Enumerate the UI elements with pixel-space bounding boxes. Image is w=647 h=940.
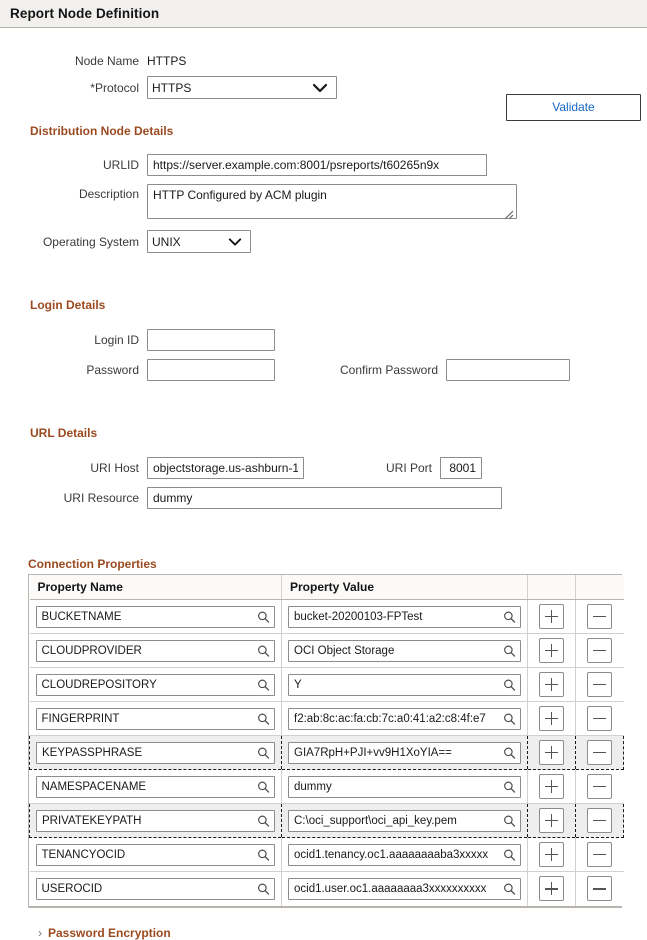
minus-icon bbox=[593, 718, 606, 720]
table-row[interactable] bbox=[30, 600, 624, 634]
magnifier-icon[interactable] bbox=[503, 644, 516, 657]
property-value-prompt bbox=[288, 674, 521, 696]
table-row[interactable] bbox=[30, 804, 624, 838]
cell-property-value bbox=[282, 872, 528, 906]
property-value-input[interactable] bbox=[288, 810, 521, 832]
property-value-prompt bbox=[288, 606, 521, 628]
minus-icon bbox=[593, 820, 606, 822]
add-row-button[interactable] bbox=[539, 604, 564, 629]
add-row-button[interactable] bbox=[539, 638, 564, 663]
remove-row-button[interactable] bbox=[587, 672, 612, 697]
cell-property-name bbox=[30, 770, 282, 804]
connection-properties-heading: Connection Properties bbox=[28, 557, 157, 571]
cell-add bbox=[528, 804, 576, 838]
password-encryption-section-toggle[interactable] bbox=[38, 926, 647, 940]
urlid-row bbox=[0, 154, 647, 176]
remove-row-button[interactable] bbox=[587, 638, 612, 663]
property-value-input[interactable] bbox=[288, 640, 521, 662]
login-id-row bbox=[0, 329, 647, 351]
description-textarea-wrap bbox=[147, 184, 517, 222]
magnifier-icon[interactable] bbox=[257, 610, 270, 623]
property-name-input[interactable] bbox=[36, 878, 276, 900]
property-value-prompt bbox=[288, 708, 521, 730]
cell-remove bbox=[576, 668, 624, 702]
cell-property-name bbox=[30, 736, 282, 770]
remove-row-button[interactable] bbox=[587, 774, 612, 799]
table-row[interactable] bbox=[30, 702, 624, 736]
property-name-prompt bbox=[36, 844, 276, 866]
minus-icon bbox=[593, 854, 606, 856]
magnifier-icon[interactable] bbox=[503, 678, 516, 691]
minus-icon bbox=[593, 616, 606, 618]
table-row[interactable] bbox=[30, 872, 624, 906]
property-name-prompt bbox=[36, 742, 275, 764]
table-row[interactable] bbox=[30, 668, 624, 702]
cell-remove bbox=[576, 770, 624, 804]
property-name-prompt bbox=[36, 606, 276, 628]
cell-property-value bbox=[282, 736, 528, 770]
description-textarea[interactable] bbox=[147, 184, 517, 219]
magnifier-icon[interactable] bbox=[257, 882, 270, 895]
cell-remove bbox=[576, 838, 624, 872]
cell-add bbox=[528, 600, 576, 634]
cell-add bbox=[528, 702, 576, 736]
property-name-input[interactable] bbox=[36, 708, 276, 730]
uri-host-label: URI Host bbox=[90, 461, 139, 475]
magnifier-icon[interactable] bbox=[257, 712, 270, 725]
minus-icon bbox=[593, 888, 606, 890]
property-name-prompt bbox=[36, 776, 276, 798]
column-header-remove bbox=[576, 575, 624, 600]
login-section-heading: Login Details bbox=[30, 298, 106, 312]
magnifier-icon[interactable] bbox=[503, 848, 516, 861]
table-row[interactable] bbox=[30, 634, 624, 668]
cell-property-name bbox=[30, 702, 282, 736]
property-name-prompt bbox=[36, 878, 276, 900]
property-name-input[interactable] bbox=[36, 844, 276, 866]
page-title: Report Node Definition bbox=[10, 6, 160, 21]
property-name-input[interactable] bbox=[36, 674, 276, 696]
cell-add bbox=[528, 668, 576, 702]
distribution-section-heading: Distribution Node Details bbox=[30, 124, 174, 138]
magnifier-icon[interactable] bbox=[257, 848, 270, 861]
column-header-add bbox=[528, 575, 576, 600]
uri-port-input[interactable] bbox=[440, 457, 482, 479]
property-value-prompt bbox=[288, 742, 521, 764]
protocol-select-wrap bbox=[147, 76, 337, 99]
cell-property-name bbox=[30, 600, 282, 634]
property-value-input[interactable] bbox=[288, 742, 521, 764]
password-encryption-label: Password Encryption bbox=[48, 925, 171, 940]
magnifier-icon[interactable] bbox=[257, 644, 270, 657]
minus-icon bbox=[593, 684, 606, 686]
cell-property-value bbox=[282, 838, 528, 872]
cell-remove bbox=[576, 736, 624, 770]
urlid-input[interactable] bbox=[147, 154, 487, 176]
magnifier-icon[interactable] bbox=[503, 712, 516, 725]
grid-bottom-divider bbox=[28, 907, 622, 908]
property-name-input[interactable] bbox=[36, 606, 276, 628]
urlid-label: URLID bbox=[102, 158, 139, 172]
uri-host-row bbox=[0, 457, 647, 479]
cell-property-name bbox=[30, 634, 282, 668]
minus-icon bbox=[593, 650, 606, 652]
cell-property-name bbox=[30, 804, 282, 838]
node-name-label: Node Name bbox=[74, 54, 139, 68]
property-value-input[interactable] bbox=[288, 878, 521, 900]
chevron-right-icon: › bbox=[38, 925, 42, 940]
add-row-button[interactable] bbox=[539, 672, 564, 697]
confirm-password-input[interactable] bbox=[446, 359, 570, 381]
node-name-value: HTTPS bbox=[147, 54, 187, 68]
uri-resource-input[interactable] bbox=[147, 487, 502, 509]
cell-property-value bbox=[282, 634, 528, 668]
property-name-input[interactable] bbox=[36, 810, 275, 832]
property-name-prompt bbox=[36, 674, 276, 696]
property-value-input[interactable] bbox=[288, 674, 521, 696]
protocol-select[interactable] bbox=[147, 76, 337, 99]
magnifier-icon[interactable] bbox=[257, 814, 270, 827]
add-row-button[interactable] bbox=[539, 740, 564, 765]
password-label: Password bbox=[86, 363, 139, 377]
cell-property-value bbox=[282, 770, 528, 804]
column-header-property-value: Property Value bbox=[282, 575, 528, 600]
cell-property-name bbox=[30, 668, 282, 702]
login-id-label: Login ID bbox=[94, 333, 139, 347]
property-name-input[interactable] bbox=[36, 776, 276, 798]
cell-add bbox=[528, 872, 576, 906]
cell-remove bbox=[576, 600, 624, 634]
uri-resource-label: URI Resource bbox=[63, 491, 139, 505]
form-area bbox=[0, 28, 647, 940]
magnifier-icon[interactable] bbox=[503, 814, 516, 827]
description-label: Description bbox=[78, 187, 139, 201]
property-value-prompt bbox=[288, 878, 521, 900]
property-name-prompt bbox=[36, 708, 276, 730]
uri-resource-row bbox=[0, 487, 647, 509]
property-value-input[interactable] bbox=[288, 776, 521, 798]
uri-host-input[interactable] bbox=[147, 457, 304, 479]
magnifier-icon[interactable] bbox=[503, 610, 516, 623]
property-value-prompt bbox=[288, 640, 521, 662]
add-row-button[interactable] bbox=[539, 842, 564, 867]
remove-row-button[interactable] bbox=[587, 808, 612, 833]
add-row-button[interactable] bbox=[539, 808, 564, 833]
cell-add bbox=[528, 770, 576, 804]
remove-row-button[interactable] bbox=[587, 604, 612, 629]
add-row-button[interactable] bbox=[539, 876, 564, 901]
node-name-row bbox=[0, 54, 647, 68]
property-value-prompt bbox=[288, 776, 521, 798]
page-header bbox=[0, 0, 647, 28]
cell-remove bbox=[576, 702, 624, 736]
table-row[interactable] bbox=[30, 770, 624, 804]
cell-property-name bbox=[30, 872, 282, 906]
magnifier-icon[interactable] bbox=[257, 746, 270, 759]
cell-property-value bbox=[282, 600, 528, 634]
description-row bbox=[0, 184, 647, 222]
remove-row-button[interactable] bbox=[587, 740, 612, 765]
cell-property-value bbox=[282, 668, 528, 702]
protocol-label: *Protocol bbox=[90, 80, 139, 95]
password-row bbox=[0, 359, 647, 381]
uri-port-label: URI Port bbox=[386, 461, 433, 475]
url-details-section-heading: URL Details bbox=[30, 426, 98, 440]
property-name-prompt bbox=[36, 640, 276, 662]
cell-add bbox=[528, 838, 576, 872]
grid-header-row bbox=[30, 575, 624, 600]
property-name-prompt bbox=[36, 810, 275, 832]
add-row-button[interactable] bbox=[539, 706, 564, 731]
validate-button[interactable]: Validate bbox=[506, 94, 641, 121]
property-name-input[interactable] bbox=[36, 640, 276, 662]
property-value-input[interactable] bbox=[288, 708, 521, 730]
confirm-password-label: Confirm Password bbox=[340, 363, 439, 377]
cell-property-value bbox=[282, 702, 528, 736]
magnifier-icon[interactable] bbox=[257, 780, 270, 793]
operating-system-row bbox=[0, 230, 647, 253]
table-row[interactable] bbox=[30, 736, 624, 770]
grid-body bbox=[30, 600, 624, 906]
property-name-input[interactable] bbox=[36, 742, 275, 764]
property-value-prompt bbox=[288, 810, 521, 832]
column-header-property-name: Property Name bbox=[30, 575, 282, 600]
add-row-button[interactable] bbox=[539, 774, 564, 799]
operating-system-label: Operating System bbox=[42, 234, 139, 249]
operating-system-select-wrap bbox=[147, 230, 251, 253]
cell-remove bbox=[576, 804, 624, 838]
cell-remove bbox=[576, 634, 624, 668]
table-row[interactable] bbox=[30, 838, 624, 872]
minus-icon bbox=[593, 752, 606, 754]
remove-row-button[interactable] bbox=[587, 706, 612, 731]
cell-add bbox=[528, 634, 576, 668]
magnifier-icon[interactable] bbox=[503, 882, 516, 895]
connection-properties-grid bbox=[28, 574, 622, 907]
cell-remove bbox=[576, 872, 624, 906]
magnifier-icon[interactable] bbox=[503, 746, 516, 759]
magnifier-icon[interactable] bbox=[257, 678, 270, 691]
property-value-input[interactable] bbox=[288, 606, 521, 628]
minus-icon bbox=[593, 786, 606, 788]
property-value-input[interactable] bbox=[288, 844, 521, 866]
remove-row-button[interactable] bbox=[587, 876, 612, 901]
password-input[interactable] bbox=[147, 359, 275, 381]
magnifier-icon[interactable] bbox=[503, 780, 516, 793]
cell-property-value bbox=[282, 804, 528, 838]
login-id-input[interactable] bbox=[147, 329, 275, 351]
property-value-prompt bbox=[288, 844, 521, 866]
cell-property-name bbox=[30, 838, 282, 872]
cell-add bbox=[528, 736, 576, 770]
operating-system-select[interactable] bbox=[147, 230, 251, 253]
remove-row-button[interactable] bbox=[587, 842, 612, 867]
